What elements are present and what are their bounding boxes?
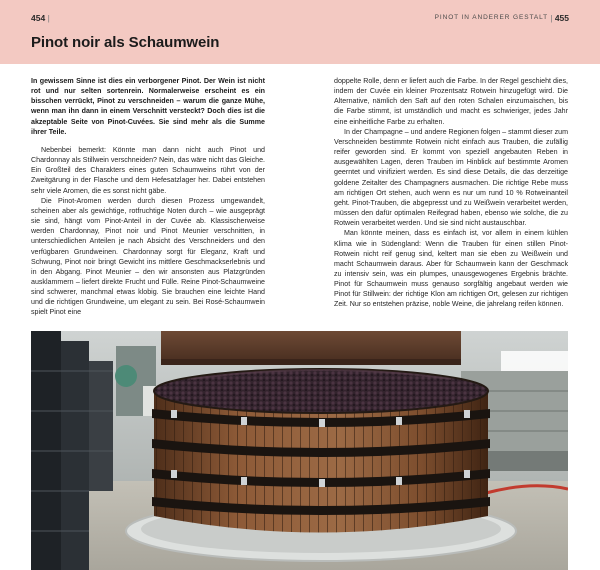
lead-paragraph: In gewissem Sinne ist dies ein verborgener Pinot. Der Wein ist nicht rot und nur selten sortenrein. Normalerweise erscheint es ein bisschen verrückt, Pinot zu verschneiden – warum die ganze Mühe, wenn man ihn dann in einem Verschnitt versteckt? Doch dies ist die akzeptable Seite von Pinot-Cuvées. Sie sind mehr als die Summe ihrer Teile. xyxy=(31,77,265,136)
header-band xyxy=(0,0,600,64)
page-number-left: 454 | xyxy=(31,13,50,23)
body-paragraph: doppelte Rolle, denn er liefert auch die Farbe. In der Regel geschieht dies, indem der Cuvée ein kleiner Prozentsatz Rotwein hinzugefügt wird. Die Alternative, nämlich den Saft auf den roten Schalen einzumaischen, bis die Farbe stimmt, ist umständlich und macht es schwieriger, jedes Jahr eine einheitliche Farbe zu erhalten. xyxy=(334,77,568,126)
page-title: Pinot noir als Schaumwein xyxy=(31,34,220,51)
right-text-column xyxy=(334,76,568,310)
page-number-right: | 455 xyxy=(550,13,569,23)
press-lid xyxy=(161,331,461,361)
body-paragraph: In der Champagne – und andere Regionen folgen – stammt dieser zum Verschneiden bestimmte Rotwein nicht einfach aus Trauben, die zufällig reifer geworden sind. Er kommt von speziell angebauten Reben in ausgewählten Lagen, deren Trauben im Hinblick auf bestimmte Aromen geerntet und vinifiziert werden. Es sind diese Details, die das derzeitige goldene Zeitalter des Champagners ausmachen. Die richtige Rebe muss am richtigen Ort stehen, auch wenn es nur um rund 10 % Rotweinanteil geht. Pinot-Trauben, die abgepresst und zu Weißwein verarbeitet werden, müssen den dafür optimalen Reifegrad haben, ebenso wie solche, die zu Rotwein verarbeitet werden. Und sie sind nicht austauschbar. xyxy=(334,127,568,228)
running-title: PINOT IN ANDERER GESTALT xyxy=(434,14,548,21)
left-text-column xyxy=(31,76,265,318)
body-paragraph: Die Pinot-Aromen werden durch diesen Prozess umgewandelt, scheinen aber als gewichtige, rotfruchtige Noten durch – wie ausgeprägt sie sind, hängt vom Pinot-Anteil in der Cuvée ab. Klassischerweise werden Chardonnay, Pinot noir und Pinot Meunier verschnitten, in unterschiedlichen Anteilen je nach Absicht des Verschneiders und den verfügbaren Grundweinen. Chardonnay sorgt für Eleganz, Kraft und Schwung, Pinot noir bringt Gewicht ins mittlere Geschmackserlebnis und in den Abgang. Pinot Meunier – den wir ansonsten aus Platzgründen ausklammern – liefert direkte Frucht und Fülle. Reine Pinot-Schaumweine sind schwerer, manchmal etwas klobig. Sie brauchen eine leichte Hand und die richtigen Grundweine, um elegant zu sein. Bei Rosé-Schaumwein spielt Pinot eine xyxy=(31,196,265,317)
body-paragraph: Nebenbei bemerkt: Könnte man dann nicht auch Pinot und Chardonnay als Stillwein verschneiden? Nein, das wäre nicht das Gleiche. Ein Großteil des Charakters eines guten Schaumweins rührt von der Zweitgärung in der Flasche und dem Hefesatzlager her. Dabei entstehen sehr viele Aromen, die es sonst nicht gäbe. xyxy=(31,145,265,195)
wine-press-photo xyxy=(31,331,568,570)
body-paragraph: Man könnte meinen, dass es einfach ist, vor allem in einem kühlen Klima wie in Südengland: Wenn die Trauben für einen stillen Pinot-Rotwein nicht reif genug sind, keltert man sie eben zu Weißwein und macht Schaumwein daraus. Aber für Schaumwein kann der Geschmack zu intensiv sein, was ein plumpes, unausgewogenes Ergebnis brächte. Pinot für Schaumwein muss genauso sorgfältig angebaut werden wie Pinot für Stillwein: der richtige Klon am richtigen Ort, gelesen zur richtigen Zeit. Nur so entstehen präzise, noble Weine, die jahrelang reifen können. xyxy=(334,229,568,309)
